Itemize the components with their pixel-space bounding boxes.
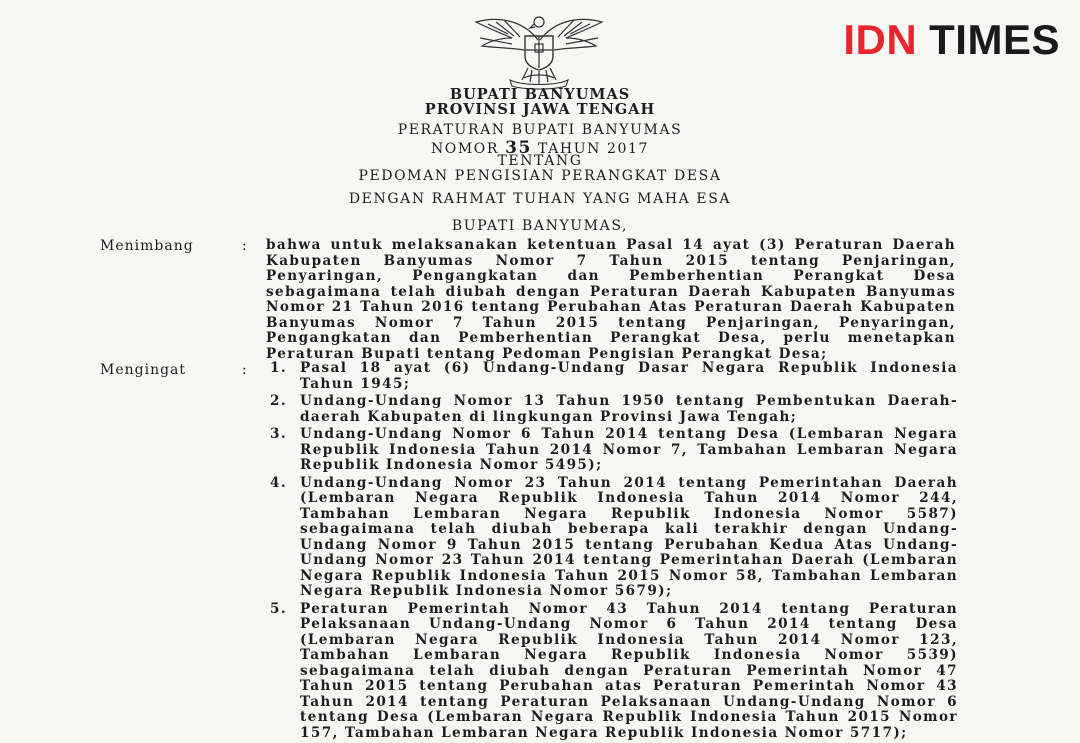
issuer-province: PROVINSI JAWA TENGAH bbox=[424, 101, 656, 118]
menimbang-label: Menimbang bbox=[100, 238, 194, 254]
item-number: 5. bbox=[270, 600, 287, 617]
item-number: 3. bbox=[270, 426, 287, 442]
preamble-invocation: DENGAN RAHMAT TUHAN YANG MAHA ESA bbox=[348, 191, 732, 207]
nomor-prefix: NOMOR bbox=[430, 141, 500, 157]
list-item bbox=[266, 427, 958, 474]
idn-times-logo bbox=[843, 18, 1060, 62]
mengingat-list bbox=[266, 361, 958, 743]
issuer-title: BUPATI BANYUMAS bbox=[449, 86, 631, 103]
item-text: Undang-Undang Nomor 6 Tahun 2014 tentang Desa (Lembaran Negara Republik Indonesia Tahun 2014 Nomor 7, Tambahan Lembaran Negara Republik Indonesia Nomor 5495); bbox=[300, 426, 958, 473]
mengingat-colon: : bbox=[242, 362, 247, 378]
list-item bbox=[266, 394, 958, 425]
item-text: Peraturan Pemerintah Nomor 43 Tahun 2014 tentang Peraturan Pelaksanaan Undang-Undang Nomor 6 Tahun 2014 tentang Desa (Lembaran Negara Republik Indonesia Tahun 2014 Nomor 123, Tambahan Lembaran Negara Republik Indonesia Nomor 5539) sebagaimana telah diubah dengan Peraturan Pemerintah Nomor 47 Tahun 2015 tentang Perubahan atas Peraturan Pemerintah Nomor 43 Tahun 2014 tentang Peraturan Pelaksanaan Undang-Undang Nomor 6 tentang Desa (Lembaran Negara Republik Indonesia Tahun 2015 Nomor 157, Tambahan Lembaran Negara Republik Indonesia Nomor 5717); bbox=[300, 600, 958, 741]
regulation-subject: PEDOMAN PENGISIAN PERANGKAT DESA bbox=[358, 168, 722, 184]
nomor-value: 35 bbox=[505, 138, 532, 158]
item-number: 4. bbox=[270, 474, 287, 491]
logo-times: TIMES bbox=[929, 16, 1060, 63]
menimbang-colon: : bbox=[242, 238, 247, 254]
item-number: 1. bbox=[270, 360, 287, 376]
logo-idn: IDN bbox=[843, 16, 918, 63]
regulation-title: PERATURAN BUPATI BANYUMAS bbox=[397, 122, 683, 138]
mengingat-label: Mengingat bbox=[100, 362, 187, 378]
list-item bbox=[266, 361, 958, 392]
item-text: Undang-Undang Nomor 23 Tahun 2014 tentang Pemerintahan Daerah (Lembaran Negara Republik Indonesia Tahun 2014 Nomor 244, Tambahan Lembaran Negara Republik Indonesia Nomor 5587) sebagaimana telah diubah beberapa kali terakhir dengan Undang-Undang Nomor 9 Tahun 2015 tentang Perubahan Kedua Atas Undang-Undang Nomor 23 Tahun 2014 tentang Pemerintahan Daerah (Lembaran Negara Republik Indonesia Tahun 2015 Nomor 58, Tambahan Lembaran Negara Republik Indonesia Nomor 5679); bbox=[300, 474, 958, 599]
nomor-suffix: TAHUN 2017 bbox=[538, 141, 650, 157]
menimbang-text: bahwa untuk melaksanakan ketentuan Pasal 14 ayat (3) Peraturan Daerah Kabupaten Banyumas Nomor 7 Tahun 2015 tentang Penjaringan, Penyaringan, Pengangkatan dan Pemberhentian Perangkat Desa sebagaimana telah diubah dengan Peraturan Daerah Kabupaten Banyumas Nomor 21 Tahun 2016 tentang Perubahan Atas Peraturan Daerah Kabupaten Banyumas Nomor 7 Tahun 2015 tentang Penjaringan, Penyaringan, Pengangkatan dan Pemberhentian Perangkat Desa, perlu menetapkan Peraturan Bupati tentang Pedoman Pengisian Perangkat Desa; bbox=[266, 237, 956, 362]
list-item bbox=[266, 476, 958, 600]
item-number: 2. bbox=[270, 393, 287, 409]
preamble-authority: BUPATI BANYUMAS, bbox=[451, 218, 629, 234]
garuda-emblem-icon bbox=[468, 10, 610, 90]
regulation-tentang: TENTANG bbox=[497, 153, 583, 169]
item-text: Pasal 18 ayat (6) Undang-Undang Dasar Negara Republik Indonesia Tahun 1945; bbox=[300, 360, 958, 392]
item-text: Undang-Undang Nomor 13 Tahun 1950 tentang Pembentukan Daerah-daerah Kabupaten di lingkungan Provinsi Jawa Tengah; bbox=[300, 393, 958, 425]
list-item bbox=[266, 602, 958, 742]
